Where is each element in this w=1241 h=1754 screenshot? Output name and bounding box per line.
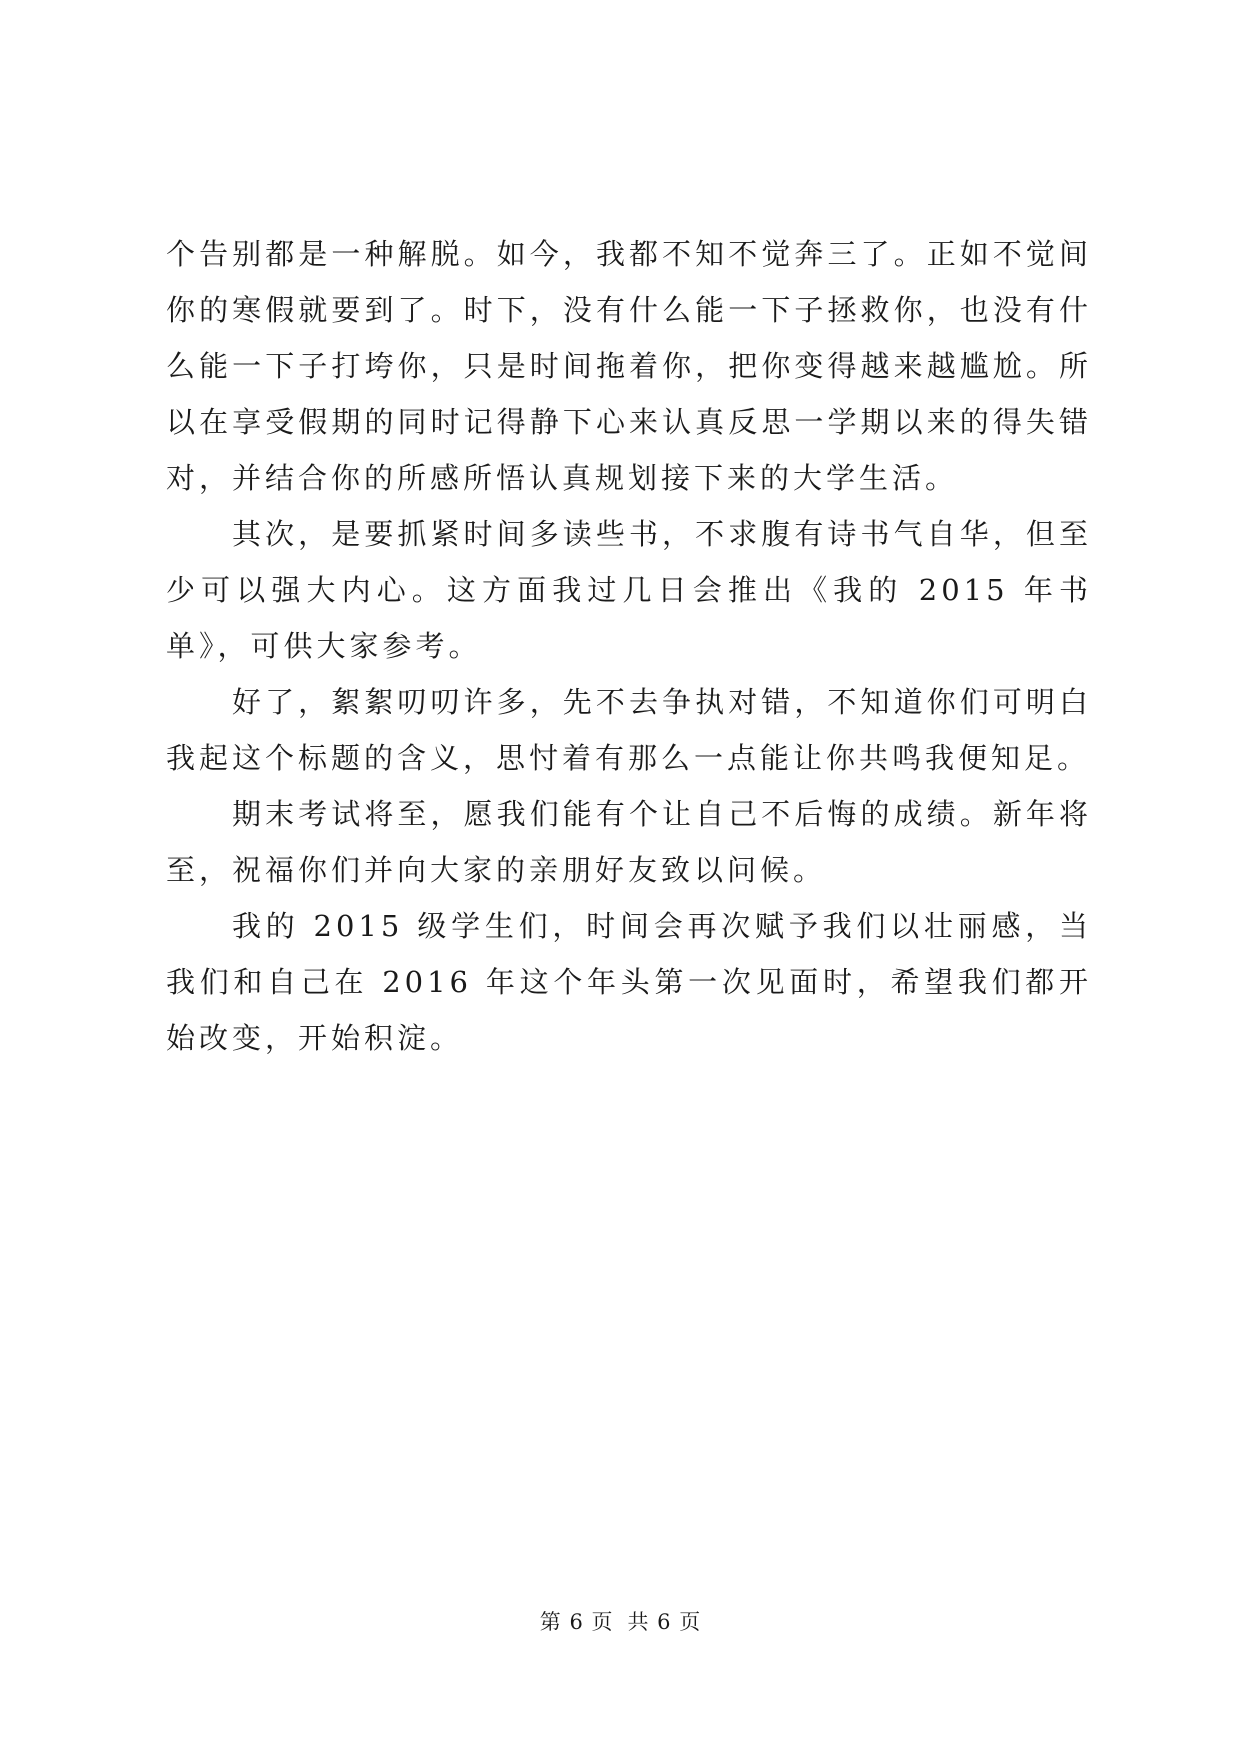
page-number-current: 第 6 页 bbox=[539, 1610, 614, 1634]
paragraph: 我的 2015 级学生们，时间会再次赋予我们以壮丽感，当我们和自己在 2016 年这个年头第一次见面时，希望我们都开始改变，开始积淀。 bbox=[166, 909, 1092, 1055]
page-footer bbox=[0, 1606, 1241, 1636]
page-number-total: 共 6 页 bbox=[627, 1610, 702, 1634]
paragraph-continued: 个告别都是一种解脱。如今，我都不知不觉奔三了。正如不觉间你的寒假就要到了。时下，没有什么能一下子拯救你，也没有什么能一下子打垮你，只是时间拖着你，把你变得越来越尴尬。所以在享受假期的同时记得静下心来认真反思一学期以来的得失错对，并结合你的所感所悟认真规划接下来的大学生活。 bbox=[166, 237, 1092, 495]
paragraph: 其次，是要抓紧时间多读些书，不求腹有诗书气自华，但至少可以强大内心。这方面我过几日会推出《我的 2015 年书单》，可供大家参考。 bbox=[166, 517, 1092, 663]
document-body bbox=[166, 226, 1092, 1066]
paragraph: 好了，絮絮叨叨许多，先不去争执对错，不知道你们可明白我起这个标题的含义，思忖着有那么一点能让你共鸣我便知足。 bbox=[166, 685, 1092, 775]
paragraph: 期末考试将至，愿我们能有个让自己不后悔的成绩。新年将至，祝福你们并向大家的亲朋好友致以问候。 bbox=[166, 797, 1092, 887]
